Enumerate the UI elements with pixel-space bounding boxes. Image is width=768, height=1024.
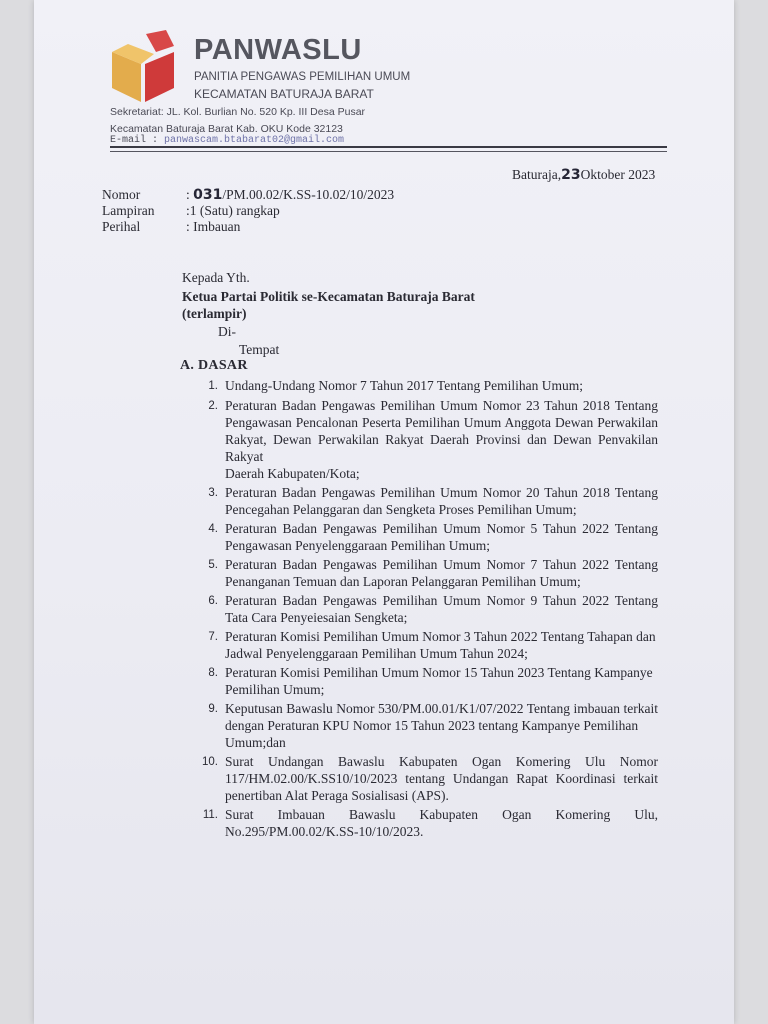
dasar-item (184, 397, 658, 482)
meta-value: /PM.00.02/K.SS-10.02/10/2023 (222, 187, 395, 202)
dasar-item (184, 753, 658, 804)
address-line-2: Kecamatan Baturaja Barat Kab. OKU Kode 32123 (110, 123, 343, 135)
dasar-item-text (225, 664, 658, 698)
dasar-item-number: 1. (208, 380, 218, 392)
meta-number-handwritten: 031 (193, 187, 223, 203)
meta-value: : Imbauan (186, 219, 241, 234)
dasar-item-text (225, 753, 658, 804)
dasar-item-line: Peraturan Komisi Pemilihan Umum Nomor 15 Tahun 2023 Tentang Kampanye (225, 665, 653, 680)
email-line (110, 135, 344, 146)
dasar-item (184, 556, 658, 590)
dasar-item-number: 9. (208, 703, 218, 715)
section-title: A. DASAR (180, 358, 248, 373)
letter-page (34, 0, 734, 1024)
meta-lampiran (102, 203, 280, 219)
date-day-handwritten: 23 (561, 167, 581, 183)
dasar-item-text (225, 397, 658, 482)
date-place: Baturaja, (512, 167, 562, 182)
dasar-item-text (225, 377, 658, 395)
dasar-item (184, 664, 658, 698)
dasar-item-number: 8. (208, 667, 218, 679)
dasar-item-number: 11. (202, 809, 218, 821)
dasar-item-line: Daerah Kabupaten/Kota; (225, 466, 360, 481)
dasar-item (184, 700, 658, 751)
recipient-name: Ketua Partai Politik se-Kecamatan Baturaja Barat (182, 289, 475, 304)
dasar-item-line: Keputusan Bawaslu Nomor 530/PM.00.01/K1/07/2022 Tentang imbauan terkait dengan Peraturan KPU Nomor 15 Tahun 2023 tentang Kampanye Pemilihan (225, 701, 658, 733)
dasar-item-text (225, 520, 658, 554)
email-label: E-mail : (110, 135, 159, 146)
dasar-item-line: Surat Imbauan Bawaslu Kabupaten Ogan Komering Ulu, No.295/PM.00.02/K.SS-10/10/2023. (225, 807, 658, 839)
meta-nomor (102, 187, 394, 203)
dasar-item-text (225, 592, 658, 626)
dasar-item-number: 7. (208, 631, 218, 643)
dasar-item-text (225, 556, 658, 590)
dasar-item-line: Surat Undangan Bawaslu Kabupaten Ogan Komering Ulu Nomor 117/HM.02.00/K.SS10/10/2023 tentang Undangan Rapat Koordinasi terkait penertiban Alat Peraga Sosialisasi (APS). (225, 754, 658, 803)
meta-value: :1 (Satu) rangkap (186, 203, 280, 218)
dasar-item-line: Peraturan Badan Pengawas Pemilihan Umum Nomor 20 Tahun 2018 Tentang Pencegahan Pelanggaran dan Sengketa Proses Pemilihan Umum; (225, 485, 658, 517)
dasar-item-line: Jadwal Penyelenggaraan Pemilihan Umum Tahun 2024; (225, 646, 528, 661)
dasar-item-number: 3. (208, 487, 218, 499)
recipient-place: Tempat (239, 342, 280, 357)
meta-value-prefix: : (186, 187, 194, 202)
dasar-item-number: 10. (202, 756, 218, 768)
recipient-salutation: Kepada Yth. (182, 270, 250, 285)
dasar-item (184, 377, 658, 395)
dasar-list (184, 377, 658, 842)
dasar-item-text (225, 484, 658, 518)
dasar-item-line: Peraturan Badan Pengawas Pemilihan Umum Nomor 5 Tahun 2022 Tentang Pengawasan Penyelenggaraan Pemilihan Umum; (225, 521, 658, 553)
recipient-di: Di- (218, 324, 236, 339)
logo-red-top (146, 30, 174, 52)
dasar-item (184, 592, 658, 626)
letterhead-rule-thin (110, 151, 667, 152)
email-value: panwascam.btabarat02@gmail.com (164, 135, 345, 146)
panwaslu-logo (108, 30, 178, 106)
letterhead-rule-thick (110, 146, 667, 148)
dasar-item-number: 2. (208, 400, 218, 412)
dasar-item-line: Peraturan Badan Pengawas Pemilihan Umum Nomor 23 Tahun 2018 Tentang Pengawasan Pencalonan Peserta Pemilihan Umum Anggota Dewan Perwakilan Rakyat, Dewan Perwakilan Rakyat Daerah Provinsi dan Dewan Penvakilan Rakyat (225, 398, 658, 464)
org-subtitle: PANITIA PENGAWAS PEMILIHAN UMUM (194, 71, 411, 83)
meta-label: Lampiran (102, 203, 155, 218)
dasar-item-line: Umum;dan (225, 735, 286, 750)
dasar-item-text (225, 700, 658, 751)
date-month-year: Oktober 2023 (580, 167, 656, 182)
dasar-item-number: 4. (208, 523, 218, 535)
logo-red-right (145, 52, 174, 102)
place-date (512, 167, 655, 183)
dasar-item-line: Pemilihan Umum; (225, 682, 325, 697)
dasar-item-line: Peraturan Komisi Pemilihan Umum Nomor 3 Tahun 2022 Tentang Tahapan dan (225, 629, 656, 644)
dasar-item-number: 6. (208, 595, 218, 607)
dasar-item-number: 5. (208, 559, 218, 571)
dasar-item (184, 628, 658, 662)
meta-label: Perihal (102, 219, 141, 234)
address-line-1: Sekretariat: JL. Kol. Burlian No. 520 Kp. III Desa Pusar (110, 106, 366, 118)
meta-perihal (102, 219, 240, 235)
dasar-item-text (225, 806, 658, 840)
dasar-item-line: Peraturan Badan Pengawas Pemilihan Umum Nomor 7 Tahun 2022 Tentang Penanganan Temuan dan Laporan Pelanggaran Pemilihan Umum; (225, 557, 658, 589)
dasar-item-text (225, 628, 658, 662)
dasar-item-line: Undang-Undang Nomor 7 Tahun 2017 Tentang Pemilihan Umum; (225, 378, 583, 393)
dasar-item (184, 484, 658, 518)
dasar-item (184, 806, 658, 840)
dasar-item-line: Peraturan Badan Pengawas Pemilihan Umum Nomor 9 Tahun 2022 Tentang Tata Cara Penyeiesaian Sengketa; (225, 593, 658, 625)
dasar-item (184, 520, 658, 554)
org-district: KECAMATAN BATURAJA BARAT (194, 87, 374, 101)
recipient-note: (terlampir) (182, 306, 247, 321)
org-name: PANWASLU (194, 34, 362, 66)
meta-label: Nomor (102, 187, 141, 202)
